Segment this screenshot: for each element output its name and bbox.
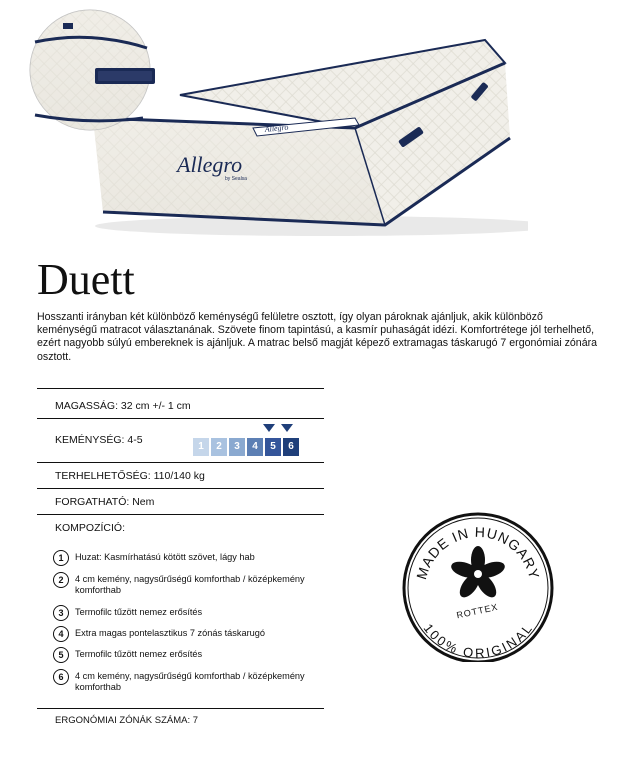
firmness-scale <box>193 438 301 456</box>
composition-text: Termofilc tűzött nemez erősítés <box>75 607 203 617</box>
spec-zones: ERGONÓMIAI ZÓNÁK SZÁMA: 7 <box>55 715 199 726</box>
flower-icon <box>449 546 507 601</box>
spec-row-height <box>37 388 324 418</box>
composition-number: 4 <box>53 626 69 642</box>
composition-number: 6 <box>53 669 69 685</box>
spec-row-load <box>37 462 324 488</box>
spec-height: MAGASSÁG: 32 cm +/- 1 cm <box>55 400 191 412</box>
composition-text: Termofilc tűzött nemez erősítés <box>75 649 203 659</box>
svg-text:100% ORIGINAL <box>421 621 536 661</box>
firmness-level: 4 <box>247 438 263 456</box>
spec-row-turnable <box>37 488 324 514</box>
stamp-top-text: MADE IN HUNGARY <box>413 523 543 582</box>
spec-turnable: FORGATHATÓ: Nem <box>55 496 155 508</box>
composition-title: KOMPOZÍCIÓ: <box>55 522 126 534</box>
composition-text: 4 cm kemény, nagysűrűségű komforthab / középkemény komforthab <box>75 574 305 595</box>
firmness-level: 1 <box>193 438 209 456</box>
brand-logo: Allegro <box>177 152 243 177</box>
composition-text: Extra magas pontelasztikus 7 zónás táskarugó <box>75 628 265 638</box>
spec-firmness: KEMÉNYSÉG: 4-5 <box>55 434 143 446</box>
composition-number: 1 <box>53 550 69 566</box>
svg-text:Allegro: Allegro <box>264 122 289 134</box>
stamp-icon <box>398 512 558 662</box>
svg-text:by Sealsa: by Sealsa <box>225 176 247 182</box>
product-image <box>25 0 528 250</box>
firmness-level: 3 <box>229 438 245 456</box>
mattress-illustration <box>25 0 528 250</box>
stamp-bottom-text: 100% ORIGINAL <box>420 620 536 661</box>
composition-number: 2 <box>53 572 69 588</box>
composition-text: 4 cm kemény, nagysűrűségű komforthab / középkemény komforthab <box>75 671 305 692</box>
spec-row-zones <box>37 708 324 732</box>
composition-number: 5 <box>53 647 69 663</box>
product-description: Hosszanti irányban két különböző keménységű felületre osztott, így olyan pároknak ajánljuk, akik különböző keménységű matracot választanának. Szövete finom tapintású, a kasmír puhaságát idézi. Komfortrétege jól terhelhető, ezért nagyobb súlyú embereknek is ajánljuk. A matrac belső magját képező extramagas táskarugó 7 ergonómiai zónára osztott. <box>37 311 598 363</box>
spec-load: TERHELHETŐSÉG: 110/140 kg <box>55 470 205 482</box>
product-title: Duett <box>37 255 135 304</box>
firmness-level: 2 <box>211 438 227 456</box>
firmness-marker-icon <box>281 424 293 432</box>
composition-number: 3 <box>53 605 69 621</box>
firmness-level: 6 <box>283 438 299 456</box>
made-in-hungary-stamp <box>398 512 558 662</box>
firmness-marker-icon <box>263 424 275 432</box>
firmness-level: 5 <box>265 438 281 456</box>
composition-text: Huzat: Kasmírhatású kötött szövet, lágy hab <box>75 552 255 562</box>
stamp-center-text: ROTTEX <box>455 601 500 621</box>
